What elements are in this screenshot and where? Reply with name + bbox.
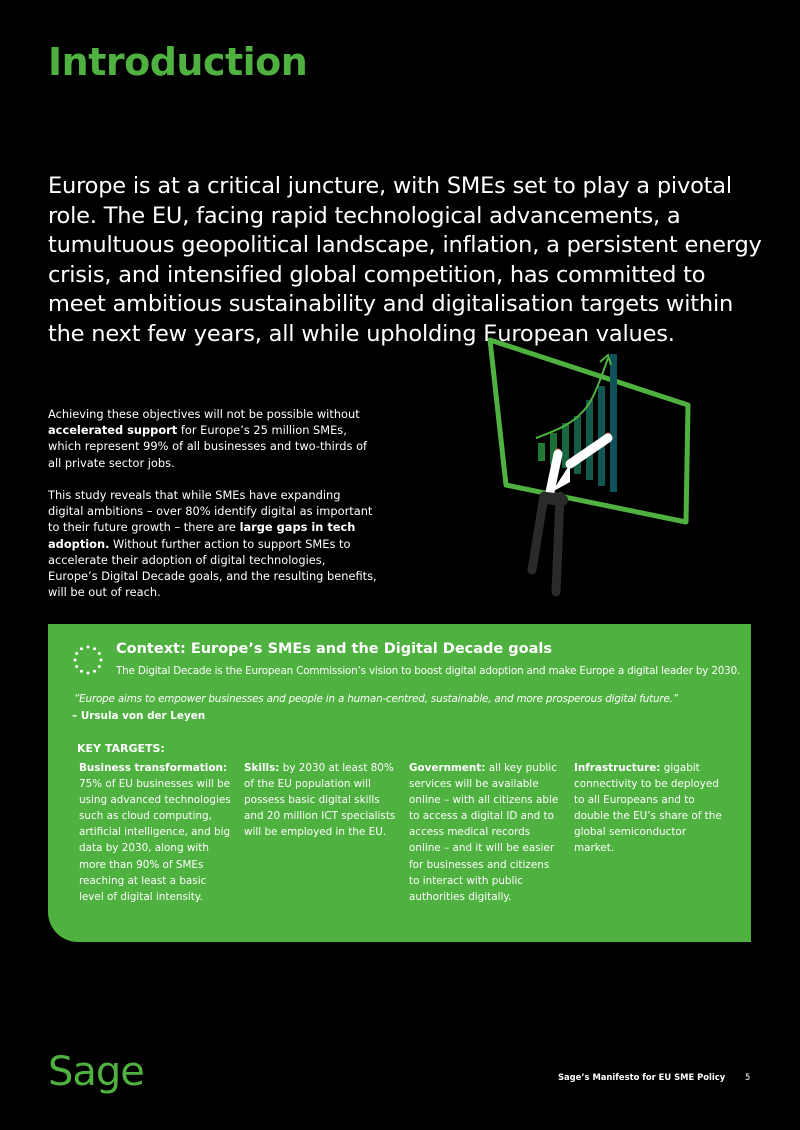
target-text: 75% of EU businesses will be using advanced technologies such as cloud computing, artificial intelligence, and big data by 2030, along with more than 90% of SMEs reaching at least a basic level of digital intensity. bbox=[79, 778, 231, 903]
body-paragraph-2-text-b: Without further action to support SMEs to accelerate their adoption of digital technologies, Europe’s Digital Decade goals, and the resulting benefits, will be out of reach. bbox=[48, 536, 377, 600]
target-label: Government: bbox=[409, 762, 486, 774]
body-paragraph-1 bbox=[48, 406, 378, 471]
context-title: Context: Europe’s SMEs and the Digital Decade goals bbox=[116, 641, 553, 657]
body-paragraph-1-text-b: for Europe’s 25 million SMEs, which represent 99% of all businesses and two-thirds of all private sector jobs. bbox=[48, 423, 368, 470]
context-quote: “Europe aims to empower businesses and people in a human-centred, sustainable, and more prosperous digital future.” bbox=[74, 693, 678, 705]
target-text: gigabit connectivity to be deployed to all Europeans and to double the EU’s share of the global semiconductor market. bbox=[574, 762, 722, 855]
lead-paragraph: Europe is at a critical juncture, with SMEs set to play a pivotal role. The EU, facing rapid technological advancements, a tumultuous geopolitical landscape, inflation, a persistent energy crisis, and intensified global competition, has committed to meet ambitious sustainability and digitalisation targets within the next few years, all while upholding European values. bbox=[48, 173, 762, 347]
body-paragraph-2-text-a: This study reveals that while SMEs have expanding digital ambitions – over 80% identify digital as important to their future growth – there are bbox=[48, 488, 373, 535]
target-skills bbox=[244, 760, 396, 840]
page-title: Introduction bbox=[48, 40, 308, 84]
target-label: Skills: bbox=[244, 762, 280, 774]
target-label: Business transformation: bbox=[79, 762, 228, 774]
target-text: by 2030 at least 80% of the EU population will possess basic digital skills and 20 million ICT specialists will be employed in the EU. bbox=[244, 762, 396, 839]
page-number: 5 bbox=[745, 1072, 751, 1082]
eu-stars-icon bbox=[72, 644, 104, 676]
growth-chart-illustration bbox=[478, 330, 698, 605]
body-paragraph-2 bbox=[48, 487, 378, 600]
body-paragraph-1-text-a: Achieving these objectives will not be possible without bbox=[48, 407, 360, 421]
target-infrastructure bbox=[574, 760, 726, 857]
quote-author: – Ursula von der Leyen bbox=[72, 710, 206, 722]
target-business-transformation bbox=[79, 760, 231, 905]
context-box bbox=[48, 624, 751, 942]
target-label: Infrastructure: bbox=[574, 762, 661, 774]
target-government bbox=[409, 760, 561, 905]
sage-logo bbox=[48, 1045, 148, 1101]
key-targets-heading: KEY TARGETS: bbox=[77, 742, 165, 755]
body-paragraph-1-bold: accelerated support bbox=[48, 423, 178, 438]
target-text: all key public services will be available online – with all citizens able to access a digital ID and to access medical records online – and it will be easier for businesses and citizens to interact with public authorities digitally. bbox=[409, 762, 559, 903]
body-paragraph-2-bold: large gaps in tech adoption. bbox=[48, 520, 356, 551]
footer-title: Sage’s Manifesto for EU SME Policy bbox=[558, 1072, 726, 1082]
context-subtitle: The Digital Decade is the European Commission’s vision to boost digital adoption and make Europe a digital leader by 2030. bbox=[116, 665, 741, 677]
sage-logo-text: Sage bbox=[48, 1049, 144, 1095]
